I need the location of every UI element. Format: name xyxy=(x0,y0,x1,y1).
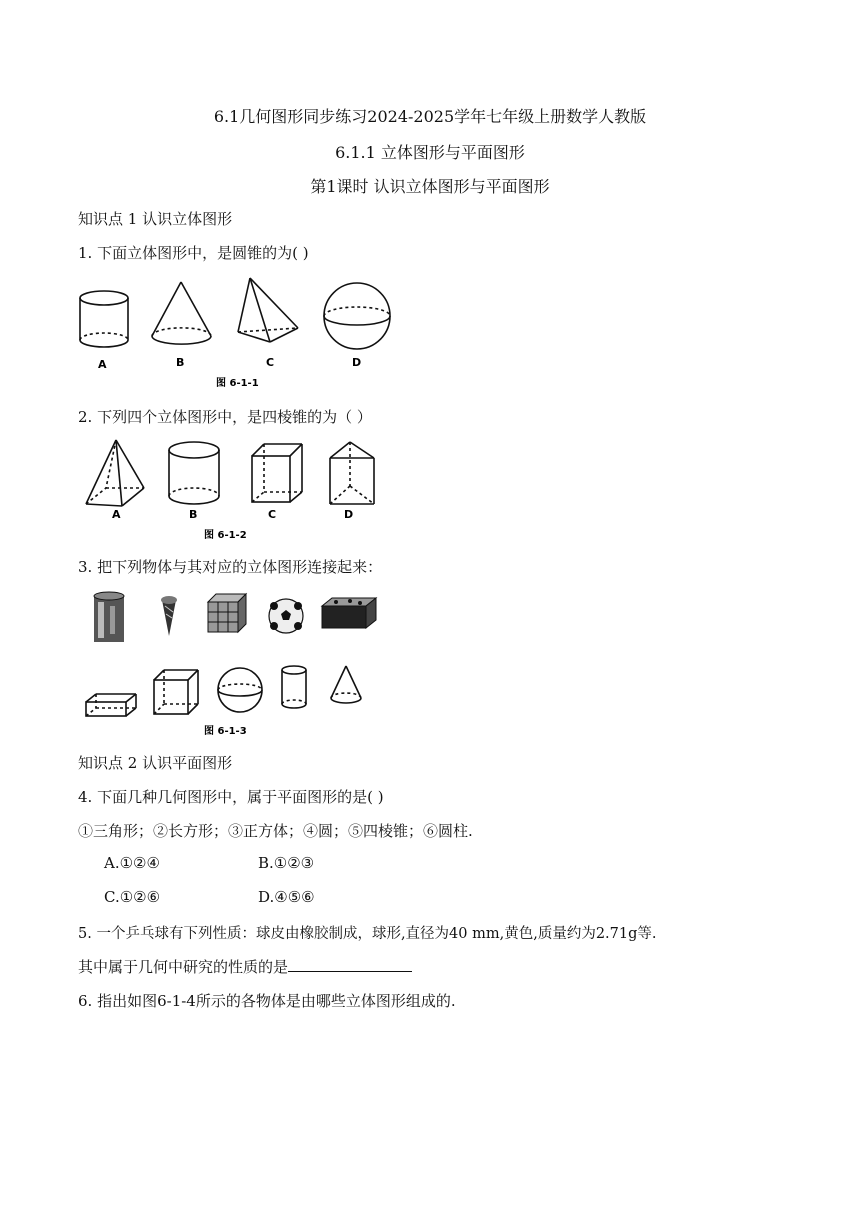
cube-shape xyxy=(154,670,198,714)
question-4: 4. 下面几种几何图形中，属于平面图形的是( ) xyxy=(78,788,384,806)
figure-caption: 图 6-1-2 xyxy=(204,530,247,541)
triangular-prism-shape xyxy=(330,442,374,504)
label-c: C xyxy=(266,356,275,369)
figure-6-1-1 xyxy=(78,276,398,394)
figure-caption: 图 6-1-3 xyxy=(204,726,247,737)
ice-cream-cone-image xyxy=(161,596,177,636)
label-a: A xyxy=(112,508,121,521)
figure-caption: 图 6-1-1 xyxy=(216,378,259,389)
label-d: D xyxy=(344,508,354,521)
cylinder-shape xyxy=(282,666,306,708)
question-4-items: ①三角形；②长方形；③正方体；④圆；⑤四棱锥；⑥圆柱. xyxy=(78,822,473,840)
label-d: D xyxy=(352,356,362,369)
label-a: A xyxy=(98,358,107,371)
option-b: B.①②③ xyxy=(258,854,315,872)
cone-shape xyxy=(331,666,361,703)
question-5-line-1: 5. 一个乒乓球有下列性质：球皮由橡胶制成，球形,直径为40 mm,黄色,质量约为2.71g等. xyxy=(78,926,657,942)
label-c: C xyxy=(268,508,277,521)
question-5-line-2 xyxy=(78,956,412,977)
label-b: B xyxy=(189,508,198,521)
sphere-shape xyxy=(324,283,390,349)
figure-6-1-2 xyxy=(82,438,382,542)
can-image xyxy=(94,592,124,642)
cone-shape xyxy=(152,282,211,344)
soccer-ball-image xyxy=(269,599,303,633)
question-2: 2. 下列四个立体图形中，是四棱锥的为（ ） xyxy=(78,408,372,426)
figure-6-1-3-objects xyxy=(88,590,388,646)
knowledge-point-2: 知识点 2 认识平面图形 xyxy=(78,754,233,772)
gift-box-image xyxy=(322,598,376,628)
square-pyramid-shape xyxy=(86,440,144,506)
pyramid-shape xyxy=(238,278,298,342)
question-1: 1. 下面立体图形中，是圆锥的为( ) xyxy=(78,244,309,262)
figure-6-1-3-solids xyxy=(82,660,382,742)
option-d: D.④⑤⑥ xyxy=(258,888,315,906)
question-5-text: 其中属于几何中研究的性质的是 xyxy=(78,958,289,976)
section-title: 6.1.1 立体图形与平面图形 xyxy=(335,143,525,162)
document-title: 6.1几何图形同步练习2024-2025学年七年级上册数学人教版 xyxy=(213,107,647,126)
question-3: 3. 把下列物体与其对应的立体图形连接起来： xyxy=(78,558,383,576)
cylinder-shape xyxy=(169,442,219,504)
knowledge-point-1: 知识点 1 认识立体图形 xyxy=(78,210,233,228)
cylinder-shape xyxy=(80,291,128,347)
option-c: C.①②⑥ xyxy=(104,888,161,906)
sphere-shape xyxy=(218,668,262,712)
question-6: 6. 指出如图6-1-4所示的各物体是由哪些立体图形组成的. xyxy=(78,992,456,1010)
option-a: A.①②④ xyxy=(104,854,160,872)
rubiks-cube-image xyxy=(208,594,246,632)
lesson-title: 第1课时 认识立体图形与平面图形 xyxy=(310,177,550,196)
label-b: B xyxy=(176,356,185,369)
cuboid-shape xyxy=(86,694,136,716)
cube-shape xyxy=(252,444,302,502)
answer-blank xyxy=(288,957,412,972)
